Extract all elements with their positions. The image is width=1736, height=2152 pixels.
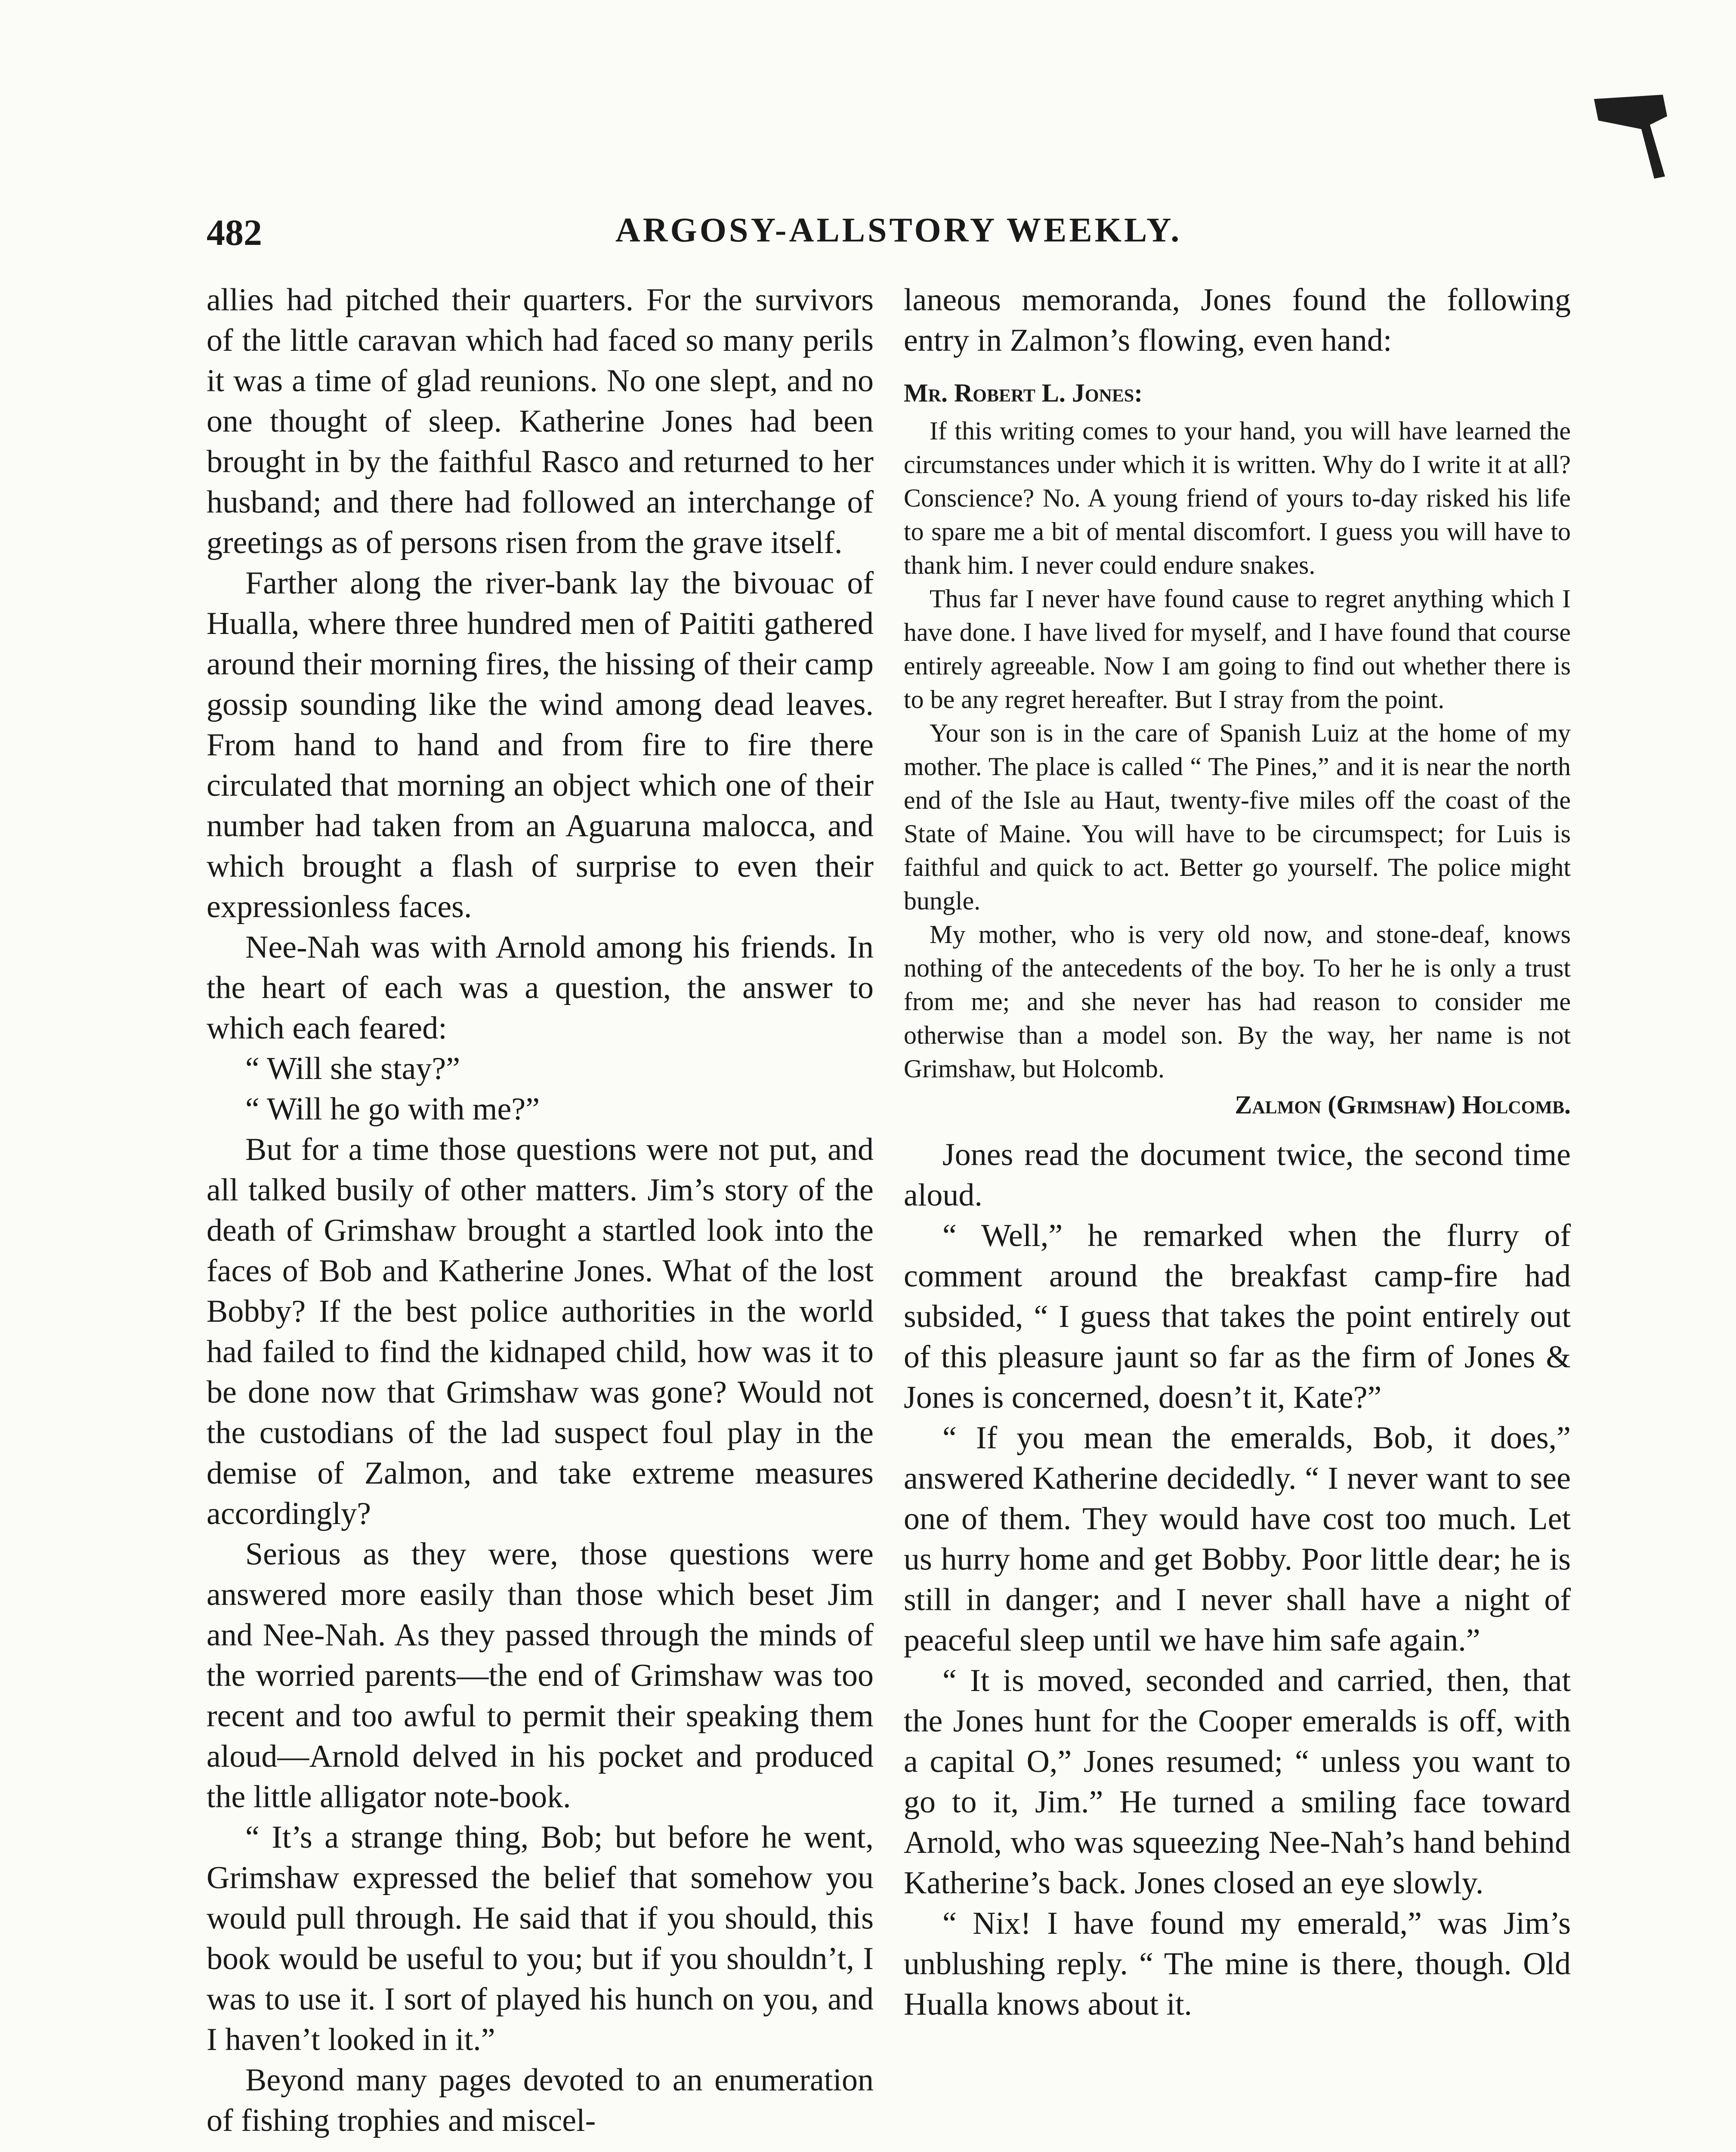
paragraph: “ It is moved, seconded and carried, then, that the Jones hunt for the Cooper emeralds is off, with a capital O,” Jones resumed; “ unless you want to go to it, Jim.” He turned a smiling face toward Arnold, who was squeezing Nee-Nah’s hand behind Katherine’s back. Jones closed an eye slowly. bbox=[904, 1663, 1571, 1901]
paragraph: Beyond many pages devoted to an enumeration of fishing trophies and miscel- bbox=[207, 2062, 874, 2138]
paragraph: “ Well,” he remarked when the flurry of comment around the breakfast camp-fire had subsided, “ I guess that takes the point entirely out of this pleasure jaunt so far as the firm of Jones & Jones is concerned, doesn’t it, Kate?” bbox=[904, 1218, 1571, 1415]
letter-paragraph: My mother, who is very old now, and stone-deaf, knows nothing of the antecedents of the boy. To her he is only a trust from me; and she never has had reason to consider me otherwise than a model son. By the way, her name is not Grimshaw, but Holcomb. bbox=[904, 920, 1571, 1083]
paragraph: Serious as they were, those questions were answered more easily than those which beset Jim and Nee-Nah. As they passed through the minds of the worried parents—the end of Grimshaw was too recent and too awful to permit their speaking them aloud—Arnold delved in his pocket and produced the little alligator note-book. bbox=[207, 1537, 874, 1815]
paragraph: “ Nix! I have found my emerald,” was Jim’s unblushing reply. “ The mine is there, though. Old Hualla knows about it. bbox=[904, 1906, 1571, 2022]
scan-corner-mark bbox=[1585, 90, 1671, 185]
paragraph: Jones read the document twice, the second time aloud. bbox=[904, 1137, 1571, 1213]
page-header bbox=[207, 211, 1584, 258]
left-column bbox=[207, 280, 874, 2141]
letter-signature: Zalmon (Grimshaw) Holcomb. bbox=[1235, 1091, 1571, 1119]
right-column bbox=[904, 280, 1571, 2025]
grimshaw-letter bbox=[904, 376, 1571, 1122]
paragraph: “ It’s a strange thing, Bob; but before he went, Grimshaw expressed the belief that somehow you would pull through. He said that if you should, this book would be useful to you; but if you shouldn’t, I was to use it. I sort of played his hunch on you, and I haven’t looked in it.” bbox=[207, 1820, 874, 2057]
paragraph: But for a time those questions were not put, and all talked busily of other matters. Jim’s story of the death of Grimshaw brought a startled look into the faces of Bob and Katherine Jones. What of the lost Bobby? If the best police authorities in the world had failed to find the kidnaped child, how was it to be done now that Grimshaw was gone? Would not the custodians of the lad suspect foul play in the demise of Zalmon, and take extreme measures accordingly? bbox=[207, 1132, 874, 1531]
letter-paragraph: Your son is in the care of Spanish Luiz at the home of my mother. The place is called “ The Pines,” and it is near the north end of the Isle au Haut, twenty-five miles off the coast of the State of Maine. You will have to be circumspect; for Luis is faithful and quick to act. Better go yourself. The police might bungle. bbox=[904, 719, 1571, 915]
running-head: ARGOSY-ALLSTORY WEEKLY. bbox=[615, 211, 1182, 249]
paragraph: laneous memoranda, Jones found the following entry in Zalmon’s flowing, even hand: bbox=[904, 282, 1571, 358]
paragraph: Farther along the river-bank lay the bivouac of Hualla, where three hundred men of Paititi gathered around their morning fires, the hissing of their camp gossip sounding like the wind among dead leaves. From hand to hand and from fire to fire there circulated that morning an object which one of their number had taken from an Aguaruna malocca, and which brought a flash of surprise to even their expressionless faces. bbox=[207, 566, 874, 924]
paragraph: allies had pitched their quarters. For the survivors of the little caravan which had faced so many perils it was a time of glad reunions. No one slept, and no one thought of sleep. Katherine Jones had been brought in by the faithful Rasco and returned to her husband; and there had followed an interchange of greetings as of persons risen from the grave itself. bbox=[207, 282, 874, 560]
dialogue-line: “ Will she stay?” bbox=[245, 1051, 460, 1086]
dialogue-line: “ Will he go with me?” bbox=[245, 1091, 540, 1127]
letter-paragraph: Thus far I never have found cause to regret anything which I have done. I have lived for myself, and I have found that course entirely agreeable. Now I am going to find out whether there is to be any regret hereafter. But I stray from the point. bbox=[904, 584, 1571, 714]
letter-salutation: Mr. Robert L. Jones: bbox=[904, 379, 1143, 407]
page-number: 482 bbox=[207, 212, 262, 253]
paragraph: Nee-Nah was with Arnold among his friends. In the heart of each was a question, the answer to which each feared: bbox=[207, 930, 874, 1046]
paragraph: “ If you mean the emeralds, Bob, it does,” answered Katherine decidedly. “ I never want to see one of them. They would have cost too much. Let us hurry home and get Bobby. Poor little dear; he is still in danger; and I never shall have a night of peaceful sleep until we have him safe again.” bbox=[904, 1420, 1571, 1658]
letter-paragraph: If this writing comes to your hand, you will have learned the circumstances under which it is written. Why do I write it at all? Conscience? No. A young friend of yours to-day risked his life to spare me a bit of mental discomfort. I guess you will have to thank him. I never could endure snakes. bbox=[904, 417, 1571, 579]
